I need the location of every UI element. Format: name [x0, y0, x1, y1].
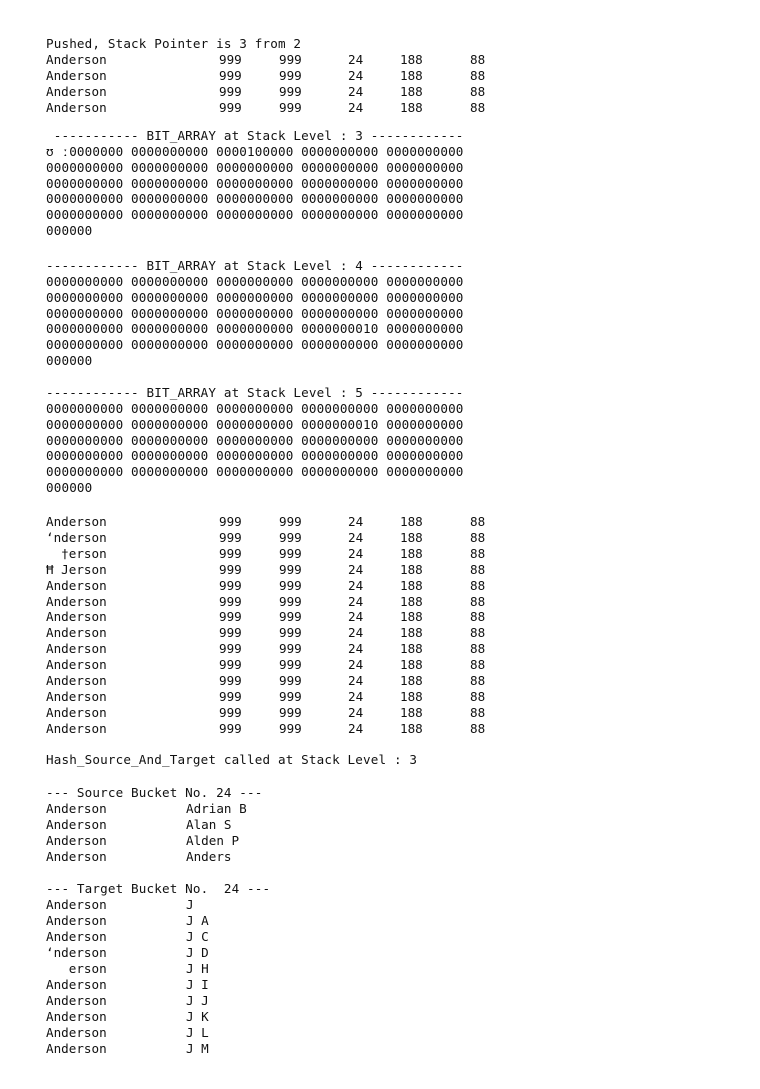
record-value: 999: [219, 68, 242, 83]
record-value: 24: [348, 577, 364, 593]
bucket-given-name: Alan S: [186, 817, 232, 832]
record-value: 188: [400, 641, 423, 657]
bucket-given-name: Anders: [186, 849, 232, 864]
record-value: 999: [279, 514, 302, 529]
record-name: Anderson: [46, 84, 107, 99]
record-value: 999: [219, 641, 242, 657]
record-value: 24: [348, 68, 364, 83]
record-value: 24: [348, 529, 364, 545]
record-name: Anderson: [46, 688, 107, 704]
record-value: 188: [400, 720, 423, 736]
record-name: Anderson: [46, 52, 107, 67]
record-value: 24: [348, 593, 364, 609]
record-value: 24: [348, 609, 364, 625]
bit-array-heading: ----------- BIT_ARRAY at Stack Level : 3 ------------: [46, 128, 464, 143]
record-value: 999: [219, 545, 242, 561]
record-name: Anderson: [46, 68, 107, 83]
record-value: 24: [348, 561, 364, 577]
target-bucket-row: [0, 1025, 760, 1041]
record-name: Anderson: [46, 593, 107, 609]
bucket-given-name: Adrian B: [186, 801, 247, 816]
record-value: 999: [279, 657, 302, 673]
bucket-surname: Anderson: [46, 801, 107, 816]
record-value: 188: [400, 545, 423, 561]
bit-array-line: 0000000000 0000000000 0000000000 0000000000 0000000000: [46, 274, 464, 289]
bucket-surname: Anderson: [46, 897, 107, 912]
record-row: [0, 625, 760, 641]
record-value: 999: [219, 609, 242, 625]
record-name: Anderson: [46, 657, 107, 673]
record-value: 999: [279, 84, 302, 99]
bit-array-line: 0000000000 0000000000 0000000000 0000000010 0000000000: [46, 416, 464, 432]
bit-array-line: 0000000000 0000000000 0000000000 0000000000 0000000000: [46, 305, 464, 321]
record-value: 999: [279, 561, 302, 577]
bit-array-line: 0000000000 0000000000 0000000000 0000000000 0000000000: [46, 175, 464, 191]
record-value: 88: [470, 529, 486, 545]
record-value: 24: [348, 657, 364, 673]
bucket-given-name: J J: [186, 993, 209, 1008]
record-value: 999: [279, 704, 302, 720]
record-value: 999: [219, 688, 242, 704]
source-bucket-row: [0, 849, 760, 865]
record-value: 999: [279, 720, 302, 736]
bucket-given-name: J D: [186, 945, 209, 960]
source-bucket-row: [0, 801, 760, 817]
bit-array-line: 0000000000 0000000000 0000000000 0000000000 0000000000: [46, 289, 464, 305]
record-row: [0, 546, 760, 562]
record-value: 188: [400, 609, 423, 625]
target-bucket-row: [0, 977, 760, 993]
record-row: [0, 657, 760, 673]
record-name: Anderson: [46, 625, 107, 641]
record-name: Ħ Jerson: [46, 561, 107, 577]
record-value: 999: [279, 593, 302, 609]
record-row: [0, 52, 760, 68]
bit-array-line: 0000000000 0000000000 0000000000 0000000000 0000000000: [46, 191, 464, 207]
record-value: 88: [470, 561, 486, 577]
record-row: [0, 530, 760, 546]
bucket-surname: erson: [46, 961, 107, 976]
record-value: 24: [348, 100, 364, 115]
record-value: 999: [219, 514, 242, 529]
bit-array-line: 000000: [46, 353, 93, 368]
record-value: 188: [400, 673, 423, 688]
record-value: 188: [400, 704, 423, 720]
record-value: 188: [400, 100, 423, 115]
record-value: 24: [348, 625, 364, 641]
record-value: 999: [279, 100, 302, 115]
record-value: 999: [219, 704, 242, 720]
bucket-surname: ‘nderson: [46, 945, 107, 960]
record-value: 24: [348, 720, 364, 736]
bucket-surname: Anderson: [46, 817, 107, 832]
bucket-given-name: J A: [186, 913, 209, 928]
record-value: 999: [279, 577, 302, 593]
source-bucket-heading: --- Source Bucket No. 24 ---: [46, 785, 263, 800]
source-bucket-row: [0, 833, 760, 849]
record-value: 999: [279, 625, 302, 641]
record-value: 999: [219, 657, 242, 673]
record-value: 999: [219, 52, 242, 67]
bit-array-line: 0000000000 0000000000 0000000000 0000000000 0000000000: [46, 337, 464, 353]
record-value: 999: [279, 688, 302, 704]
record-value: 188: [400, 593, 423, 609]
record-value: 24: [348, 688, 364, 704]
record-name: Anderson: [46, 609, 107, 625]
record-value: 999: [219, 720, 242, 736]
record-value: 188: [400, 577, 423, 593]
bucket-surname: Anderson: [46, 1041, 107, 1056]
record-value: 999: [279, 609, 302, 625]
record-value: 999: [279, 641, 302, 657]
record-value: 88: [470, 100, 486, 115]
record-name: Anderson: [46, 720, 107, 736]
record-value: 999: [279, 68, 302, 83]
record-name: Anderson: [46, 514, 107, 529]
bit-array-heading: ------------ BIT_ARRAY at Stack Level : 4 ------------: [46, 258, 464, 273]
bit-array-line: 0000000000 0000000000 0000000000 0000000000 0000000000: [46, 207, 464, 223]
record-row: [0, 594, 760, 610]
record-value: 188: [400, 561, 423, 577]
record-value: 999: [279, 52, 302, 67]
record-row: [0, 609, 760, 625]
target-bucket-row: [0, 897, 760, 913]
record-value: 188: [400, 68, 423, 83]
target-bucket-row: [0, 945, 760, 961]
record-value: 88: [470, 68, 486, 83]
record-value: 999: [219, 529, 242, 545]
bucket-surname: Anderson: [46, 833, 107, 848]
record-value: 24: [348, 641, 364, 657]
bucket-given-name: J H: [186, 961, 209, 976]
record-value: 88: [470, 593, 486, 609]
bucket-given-name: J M: [186, 1041, 209, 1056]
bit-array-line: 0000000000 0000000000 0000000000 0000000000 0000000000: [46, 464, 464, 480]
push-message: Pushed, Stack Pointer is 3 from 2: [46, 36, 302, 51]
hash-message: Hash_Source_And_Target called at Stack Level : 3: [46, 752, 418, 767]
bucket-surname: Anderson: [46, 849, 107, 864]
record-value: 24: [348, 52, 364, 67]
bucket-surname: Anderson: [46, 1009, 107, 1024]
bucket-given-name: J L: [186, 1025, 209, 1040]
record-name: ‘nderson: [46, 529, 107, 545]
record-value: 24: [348, 704, 364, 720]
record-value: 999: [279, 529, 302, 545]
record-value: 88: [470, 577, 486, 593]
record-value: 88: [470, 609, 486, 625]
record-value: 88: [470, 545, 486, 561]
bucket-given-name: J C: [186, 929, 209, 944]
record-row: [0, 689, 760, 705]
record-value: 999: [279, 545, 302, 561]
record-value: 88: [470, 84, 486, 99]
record-row: [0, 100, 760, 116]
bucket-surname: Anderson: [46, 913, 107, 928]
bucket-given-name: J: [186, 897, 194, 912]
bucket-surname: Anderson: [46, 993, 107, 1008]
record-value: 88: [470, 657, 486, 673]
record-value: 88: [470, 720, 486, 736]
record-value: 999: [279, 673, 302, 688]
target-bucket-row: [0, 913, 760, 929]
record-value: 188: [400, 625, 423, 641]
bit-array-line: 000000: [46, 480, 93, 495]
record-name: †erson: [46, 545, 107, 561]
bit-array-line: ʊ ː0000000 0000000000 0000100000 0000000000 0000000000: [46, 144, 464, 159]
target-bucket-row: [0, 993, 760, 1009]
record-value: 188: [400, 514, 423, 529]
record-name: Anderson: [46, 641, 107, 657]
record-value: 88: [470, 514, 486, 529]
record-value: 999: [219, 593, 242, 609]
record-value: 88: [470, 52, 486, 67]
bucket-given-name: J I: [186, 977, 209, 992]
record-name: Anderson: [46, 704, 107, 720]
bit-array-line: 0000000000 0000000000 0000000000 0000000000 0000000000: [46, 401, 464, 416]
record-name: Anderson: [46, 577, 107, 593]
target-bucket-row: [0, 1009, 760, 1025]
record-row: [0, 641, 760, 657]
record-value: 999: [219, 84, 242, 99]
record-value: 88: [470, 704, 486, 720]
record-value: 24: [348, 673, 364, 688]
bucket-surname: Anderson: [46, 929, 107, 944]
bucket-given-name: Alden P: [186, 833, 240, 848]
record-row: [0, 562, 760, 578]
record-value: 88: [470, 673, 486, 688]
record-value: 188: [400, 657, 423, 673]
record-value: 24: [348, 84, 364, 99]
record-value: 188: [400, 688, 423, 704]
bucket-given-name: J K: [186, 1009, 209, 1024]
record-value: 188: [400, 52, 423, 67]
record-value: 88: [470, 688, 486, 704]
record-value: 188: [400, 84, 423, 99]
bit-array-heading: ------------ BIT_ARRAY at Stack Level : 5 ------------: [46, 385, 464, 400]
record-row: [0, 514, 760, 530]
bit-array-line: 0000000000 0000000000 0000000000 0000000010 0000000000: [46, 321, 464, 337]
record-value: 999: [219, 561, 242, 577]
record-row: [0, 673, 760, 689]
bucket-surname: Anderson: [46, 977, 107, 992]
bit-array-line: 0000000000 0000000000 0000000000 0000000000 0000000000: [46, 448, 464, 464]
record-value: 188: [400, 529, 423, 545]
record-value: 24: [348, 545, 364, 561]
record-row: [0, 578, 760, 594]
record-value: 999: [219, 625, 242, 641]
record-row: [0, 705, 760, 721]
bucket-surname: Anderson: [46, 1025, 107, 1040]
record-row: [0, 84, 760, 100]
target-bucket-row: [0, 929, 760, 945]
record-value: 999: [219, 577, 242, 593]
bit-array-line: 0000000000 0000000000 0000000000 0000000000 0000000000: [46, 432, 464, 448]
record-name: Anderson: [46, 100, 107, 115]
target-bucket-row: [0, 1041, 760, 1057]
record-value: 999: [219, 673, 242, 688]
record-name: Anderson: [46, 673, 107, 688]
bit-array-line: 0000000000 0000000000 0000000000 0000000000 0000000000: [46, 159, 464, 175]
record-value: 88: [470, 641, 486, 657]
record-value: 999: [219, 100, 242, 115]
bit-array-line: 000000: [46, 223, 93, 238]
record-row: [0, 68, 760, 84]
record-value: 88: [470, 625, 486, 641]
source-bucket-row: [0, 817, 760, 833]
target-bucket-heading: --- Target Bucket No. 24 ---: [46, 881, 271, 896]
record-row: [0, 721, 760, 737]
record-value: 24: [348, 514, 364, 529]
target-bucket-row: [0, 961, 760, 977]
